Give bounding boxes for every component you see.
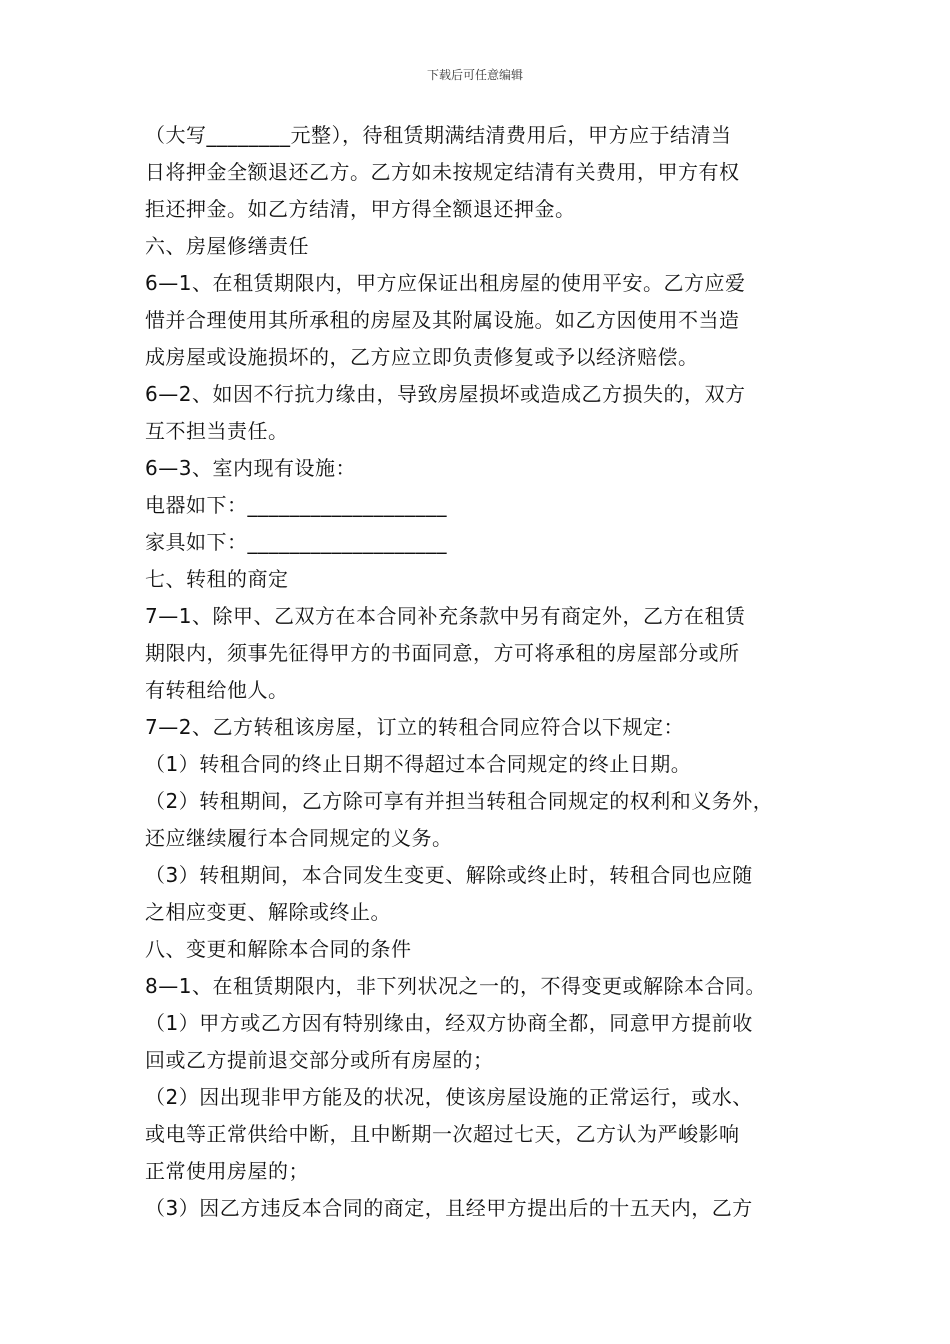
text-line: 还应继续履行本合同规定的义务。 (145, 826, 453, 850)
text-line: （1）甲方或乙方因有特别缘由，经双方协商全都，同意甲方提前收 (145, 1011, 753, 1035)
text-line: 电器如下：___________________ (145, 493, 447, 517)
section-heading: 八、变更和解除本合同的条件 (145, 937, 412, 961)
text-line: （3）因乙方违反本合同的商定，且经甲方提出后的十五天内，乙方 (145, 1196, 753, 1220)
page-header-note: 下载后可任意编辑 (426, 68, 523, 82)
text-line: 互不担当责任。 (145, 419, 289, 443)
text-line: 之相应变更、解除或终止。 (145, 900, 391, 924)
section-heading: 六、房屋修缮责任 (145, 234, 309, 258)
text-line: （2）因出现非甲方能及的状况，使该房屋设施的正常运行，或水、 (145, 1085, 753, 1109)
text-line: 回或乙方提前退交部分或所有房屋的； (145, 1048, 494, 1072)
text-line: 家具如下：___________________ (145, 530, 447, 554)
text-line: 8—1、在租赁期限内，非下列状况之一的，不得变更或解除本合同。 (145, 974, 766, 998)
section-heading: 七、转租的商定 (145, 567, 289, 591)
text-line: 7—2、乙方转租该房屋，订立的转租合同应符合以下规定： (145, 715, 684, 739)
document-body (145, 117, 825, 1227)
text-line: 7—1、除甲、乙双方在本合同补充条款中另有商定外，乙方在租赁 (145, 604, 746, 628)
text-line: 6—1、在租赁期限内，甲方应保证出租房屋的使用平安。乙方应爱 (145, 271, 746, 295)
text-line: （大写________元整），待租赁期满结清费用后，甲方应于结清当 (145, 123, 732, 147)
text-line: 或电等正常供给中断，且中断期一次超过七天，乙方认为严峻影响 (145, 1122, 740, 1146)
text-line: 正常使用房屋的； (145, 1159, 309, 1183)
text-line: （3）转租期间，本合同发生变更、解除或终止时，转租合同也应随 (145, 863, 753, 887)
text-line: 成房屋或设施损坏的，乙方应立即负责修复或予以经济赔偿。 (145, 345, 699, 369)
text-line: 有转租给他人。 (145, 678, 289, 702)
text-line: 6—3、室内现有设施： (145, 456, 356, 480)
text-line: （2）转租期间，乙方除可享有并担当转租合同规定的权利和义务外， (145, 789, 774, 813)
text-line: 6—2、如因不行抗力缘由，导致房屋损坏或造成乙方损失的，双方 (145, 382, 746, 406)
text-line: 日将押金全额退还乙方。乙方如未按规定结清有关费用，甲方有权 (145, 160, 740, 184)
text-line: 拒还押金。如乙方结清，甲方得全额退还押金。 (145, 197, 576, 221)
text-line: （1）转租合同的终止日期不得超过本合同规定的终止日期。 (145, 752, 692, 776)
text-line: 期限内，须事先征得甲方的书面同意，方可将承租的房屋部分或所 (145, 641, 740, 665)
text-line: 惜并合理使用其所承租的房屋及其附属设施。如乙方因使用不当造 (145, 308, 740, 332)
